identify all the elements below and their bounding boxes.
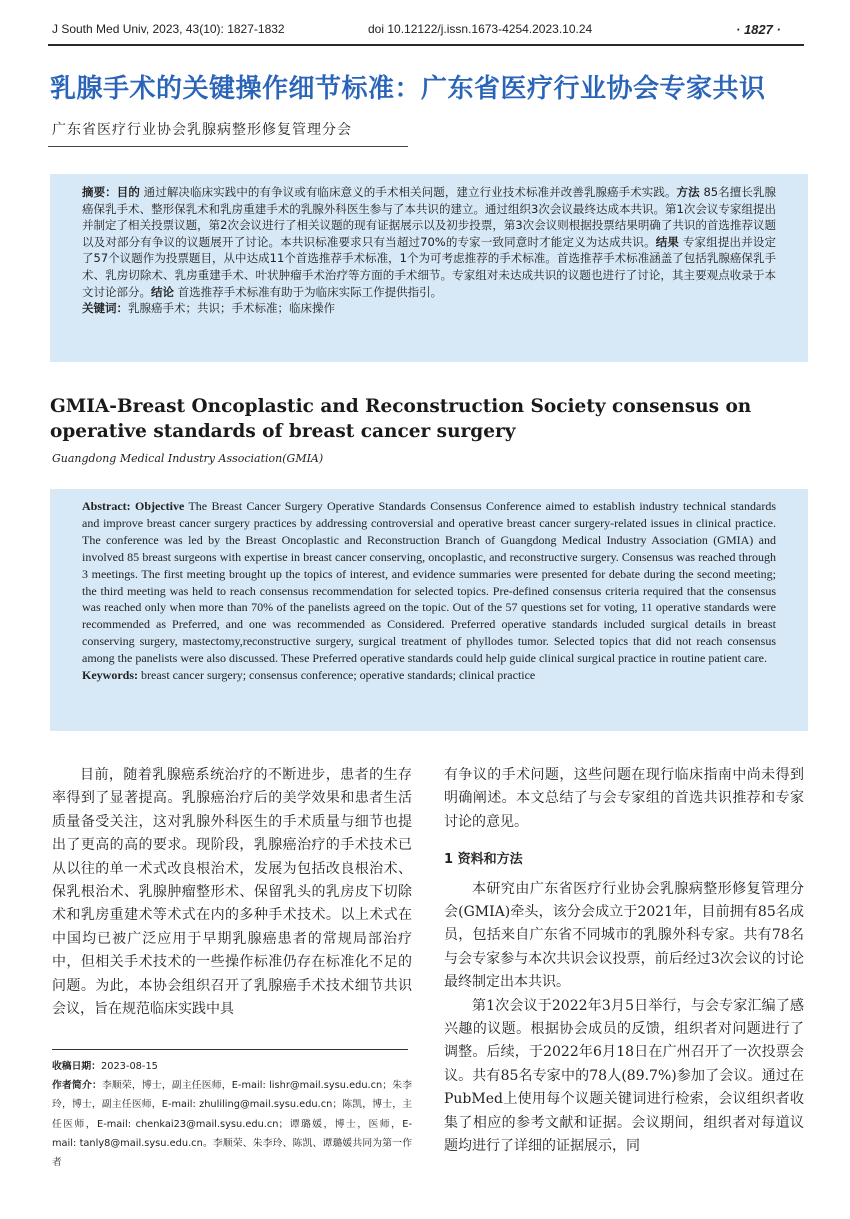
english-organization: Guangdong Medical Industry Association(GMIA) [52, 452, 324, 465]
results-text: 专家组提出并设定了57个议题作为投票题目，从中达成11个首选推荐手术标准，1个为可考虑推荐的手术标准。首选推荐手术标准涵盖了包括乳腺癌保乳手术、乳房切除术、乳房重建手术、叶状肿瘤手术治疗等方面的手术细节。专家组对未达成共识的议题也进行了讨论，其主要观点收录于本文讨论部分。 [82, 234, 777, 299]
conclusion-label: 结论 [151, 284, 174, 299]
keywords-text: 乳腺癌手术；共识；手术标准；临床操作 [128, 301, 335, 316]
journal-citation: J South Med Univ, 2023, 43(10): 1827-1832 [52, 22, 285, 36]
doi-link[interactable]: doi 10.12122/j.issn.1673-4254.2023.10.24 [368, 22, 593, 36]
objective-label: 目的 [116, 185, 140, 199]
received-date: 2023-08-15 [100, 1061, 158, 1072]
chinese-title: 乳腺手术的关键操作细节标准：广东省医疗行业协会专家共识 [50, 74, 766, 104]
objective-label: Objective [135, 499, 185, 513]
conclusion-text: 首选推荐手术标准有助于为临床实际工作提供指引。 [174, 284, 443, 299]
methods-label: 方法 [676, 185, 700, 199]
chinese-abstract [82, 184, 776, 317]
chinese-organization: 广东省医疗行业协会乳腺病整形修复管理分会 [52, 122, 352, 138]
footnote-rule [52, 1049, 408, 1050]
methods-paragraph-2: 第1次会议于2022年3月5日举行，与会专家汇编了感兴趣的议题。根据协会成员的反馈，组织者对问题进行了调整。后续，于2022年6月18日在广州召开了一次投票会议。共有85名专家中的78人(89.7%)参加了会议。通过在PubMed上使用每个议题关键词进行检索，会议组织者收集了相应的参考文献和证据。会议期间，组织者对每道议题均进行了详细的证据展示，同 [444, 997, 804, 1155]
methods-paragraph-1: 本研究由广东省医疗行业协会乳腺病整形修复管理分会(GMIA)牵头，该分会成立于2021年，目前拥有85名成员，包括来自广东省不同城市的乳腺外科专家。共有78名与会专家参与本次共识会议投票，前后经过3次会议的讨论最终制定出本共识。 [444, 880, 804, 991]
results-label: 结果 [655, 234, 680, 249]
organization-underline [48, 146, 408, 147]
english-abstract [82, 498, 776, 684]
received-label: 收稿日期： [52, 1061, 101, 1072]
footnote [52, 1057, 412, 1172]
intro-continuation: 有争议的手术问题，这些问题在现行临床指南中尚未得到明确阐述。本文总结了与会专家组的首选共识推荐和专家讨论的意见。 [444, 767, 804, 830]
right-column [444, 764, 804, 1159]
left-column [52, 764, 412, 1021]
abstract-label: Abstract: [82, 499, 131, 513]
header-rule [48, 44, 804, 46]
keywords-text: breast cancer surgery; consensus conference; operative standards; clinical practice [138, 668, 536, 683]
methods-text: 85名擅长乳腺癌保乳手术、整形保乳术和乳房重建手术的乳腺外科医生参与了本共识的建立。通过组织3次会议最终达成本共识。第1次会议专家组提出并制定了相关投票议题，第2次会议进行了相关议题的现有证据展示以及初步投票，第3次会议则根据投票结果明确了共识的首选推荐议题以及对部分有争议的议题展开了讨论。本共识标准要求只有当超过70%的专家一致同意时才能定义为达成共识。 [82, 185, 777, 249]
keywords-label: 关键词： [82, 301, 128, 316]
section-heading: 1 资料和方法 [444, 852, 523, 868]
objective-text: 通过解决临床实践中的有争议或有临床意义的手术相关问题，建立行业技术标准并改善乳腺癌手术实践。 [139, 185, 677, 199]
authors-label: 作者简介： [52, 1080, 102, 1092]
authors-text: 李顺荣，博士，副主任医师，E-mail: lishr@mail.sysu.edu.cn；朱李玲，博士，副主任医师，E-mail: zhuliling@mail.sysu.edu.cn；陈凯，博士，主任医师，E-mail: chenkai23@mail.sysu.edu.cn；谭璐媛，博士，医师，E-mail: tanly8@mail.sysu.edu.cn。李顺荣、朱李玲、陈凯、谭璐媛共同为第一作者 [52, 1080, 413, 1169]
keywords-label: Keywords: [82, 668, 138, 683]
english-title: GMIA-Breast Oncoplastic and Reconstruction Society consensus on operative standards of breast cancer surgery [50, 396, 752, 442]
intro-paragraph: 目前，随着乳腺癌系统治疗的不断进步，患者的生存率得到了显著提高。乳腺癌治疗后的美学效果和患者生活质量备受关注，这对乳腺外科医生的手术质量与细节也提出了更高的高的要求。现阶段，乳腺癌治疗的手术技术已从以往的单一术式改良根治术，发展为包括改良根治术、保乳根治术、乳腺肿瘤整形术、保留乳头的乳房皮下切除术和乳房重建术等术式在内的多种手术技术。以上术式在中国均已被广泛应用于早期乳腺癌患者的常规局部治疗中，但相关手术技术的一些操作标准仍存在标准化不足的问题。为此，本协会组织召开了乳腺癌手术技术细节共识会议，旨在规范临床实践中具 [52, 767, 412, 1018]
abstract-text: The Breast Cancer Surgery Operative Standards Consensus Conference aimed to establish industry technical standards and improve breast cancer surgery practices by addressing controversial and operative breast cancer surgery-related issues in clinical practice. The conference was led by the Breast Oncoplastic and Reconstruction Branch of Guangdong Medical Industry Association (GMIA) and involved 85 breast surgeons with expertise in breast cancer conserving, oncoplastic, and reconstructive surgery. Consensus was reached through 3 meetings. The first meeting brought up the topics of interest, and evidence summaries were presented for debate during the second meeting; the third meeting was held to reach consensus recommendation for selected topics. Pre-defined consensus criteria required that the consensus was reached only when more than 70% of the panelists agreed on the topic. Out of the 57 questions set for voting, 11 operative standards were recommended as Preferred, and one was recommended as Considered. Preferred operative standards included surgical details in breast conserving surgery, mastectomy,reconstructive surgery, surgical treatment of phyllodes tumor. Selected topics that did not reach consensus among the panelists were also discussed. These Preferred operative standards could help guide clinical surgical practice in routine patient care. [82, 499, 776, 666]
abstract-label: 摘要： [82, 185, 117, 199]
page-number: · 1827 · [736, 22, 781, 37]
